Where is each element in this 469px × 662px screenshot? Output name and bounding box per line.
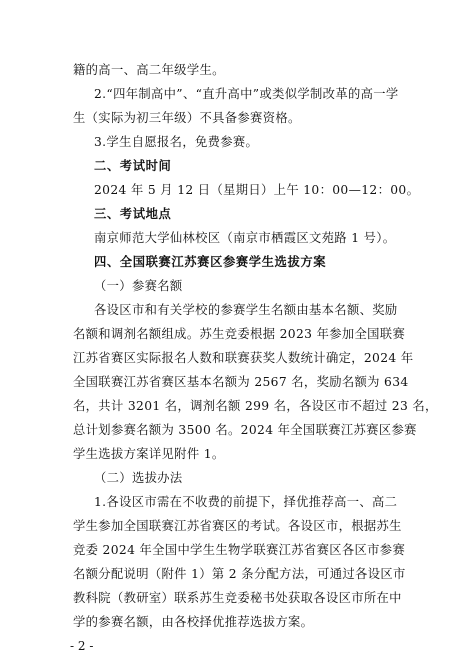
text-item-2: 2.“四年制高中”、“直升高中”或类似学制改革的高一学 (94, 87, 399, 101)
subsection-heading-selection-method: （二）选拔办法 (94, 471, 183, 485)
quota-paragraph-line: 学生选拔方案详见附件 1。 (73, 447, 225, 461)
method-paragraph-line: 1.各设区市需在不收费的前提下，择优推荐高一、高二 (94, 495, 398, 509)
page-number: - 2 - (70, 639, 94, 653)
exam-time-text: 2024 年 5 月 12 日（星期日）上午 10：00—12：00。 (94, 183, 420, 197)
method-paragraph-line: 名额分配说明（附件 1）第 2 条分配方法，可通过各设区市 (73, 567, 406, 581)
method-paragraph-line: 学生参加全国联赛江苏省赛区的考试。各设区市，根据苏生 (73, 519, 402, 533)
section-heading-exam-time: 二、考试时间 (94, 159, 172, 173)
method-paragraph-line: 教科院（教研室）联系苏生竞委秘书处获取各设区市所在中 (73, 591, 402, 605)
text-line-continuation: 籍的高一、高二年级学生。 (73, 63, 225, 77)
quota-paragraph-line: 名额和调剂名额组成。苏生竞委根据 2023 年参加全国联赛 (73, 327, 406, 341)
section-heading-selection-plan: 四、全国联赛江苏赛区参赛学生选拔方案 (94, 255, 327, 269)
subsection-heading-quota: （一）参赛名额 (94, 279, 183, 293)
method-paragraph-line: 学的参赛名额，由各校择优推荐选拔方案。 (73, 615, 314, 629)
exam-location-text: 南京师范大学仙林校区（南京市栖霞区文苑路 1 号）。 (94, 231, 396, 245)
text-line-continuation: 生（实际为初三年级）不具备参赛资格。 (73, 111, 301, 125)
section-heading-exam-location: 三、考试地点 (94, 207, 172, 221)
quota-paragraph-line: 总计划参赛名额为 3500 名。2024 年全国联赛江苏赛区参赛 (73, 423, 417, 437)
quota-paragraph-line: 各设区市和有关学校的参赛学生名额由基本名额、奖励 (94, 303, 398, 317)
method-paragraph-line: 竞委 2024 年全国中学生生物学联赛江苏省赛区各区市参赛 (73, 543, 406, 557)
quota-paragraph-line: 名，共计 3201 名，调剂名额 299 名，各设区市不超过 23 名， (73, 399, 438, 413)
quota-paragraph-line: 江苏省赛区实际报名人数和联赛获奖人数统计确定，2024 年 (73, 351, 414, 365)
quota-paragraph-line: 全国联赛江苏省赛区基本名额为 2567 名，奖励名额为 634 (73, 375, 409, 389)
text-item-3: 3.学生自愿报名，免费参赛。 (94, 135, 259, 149)
